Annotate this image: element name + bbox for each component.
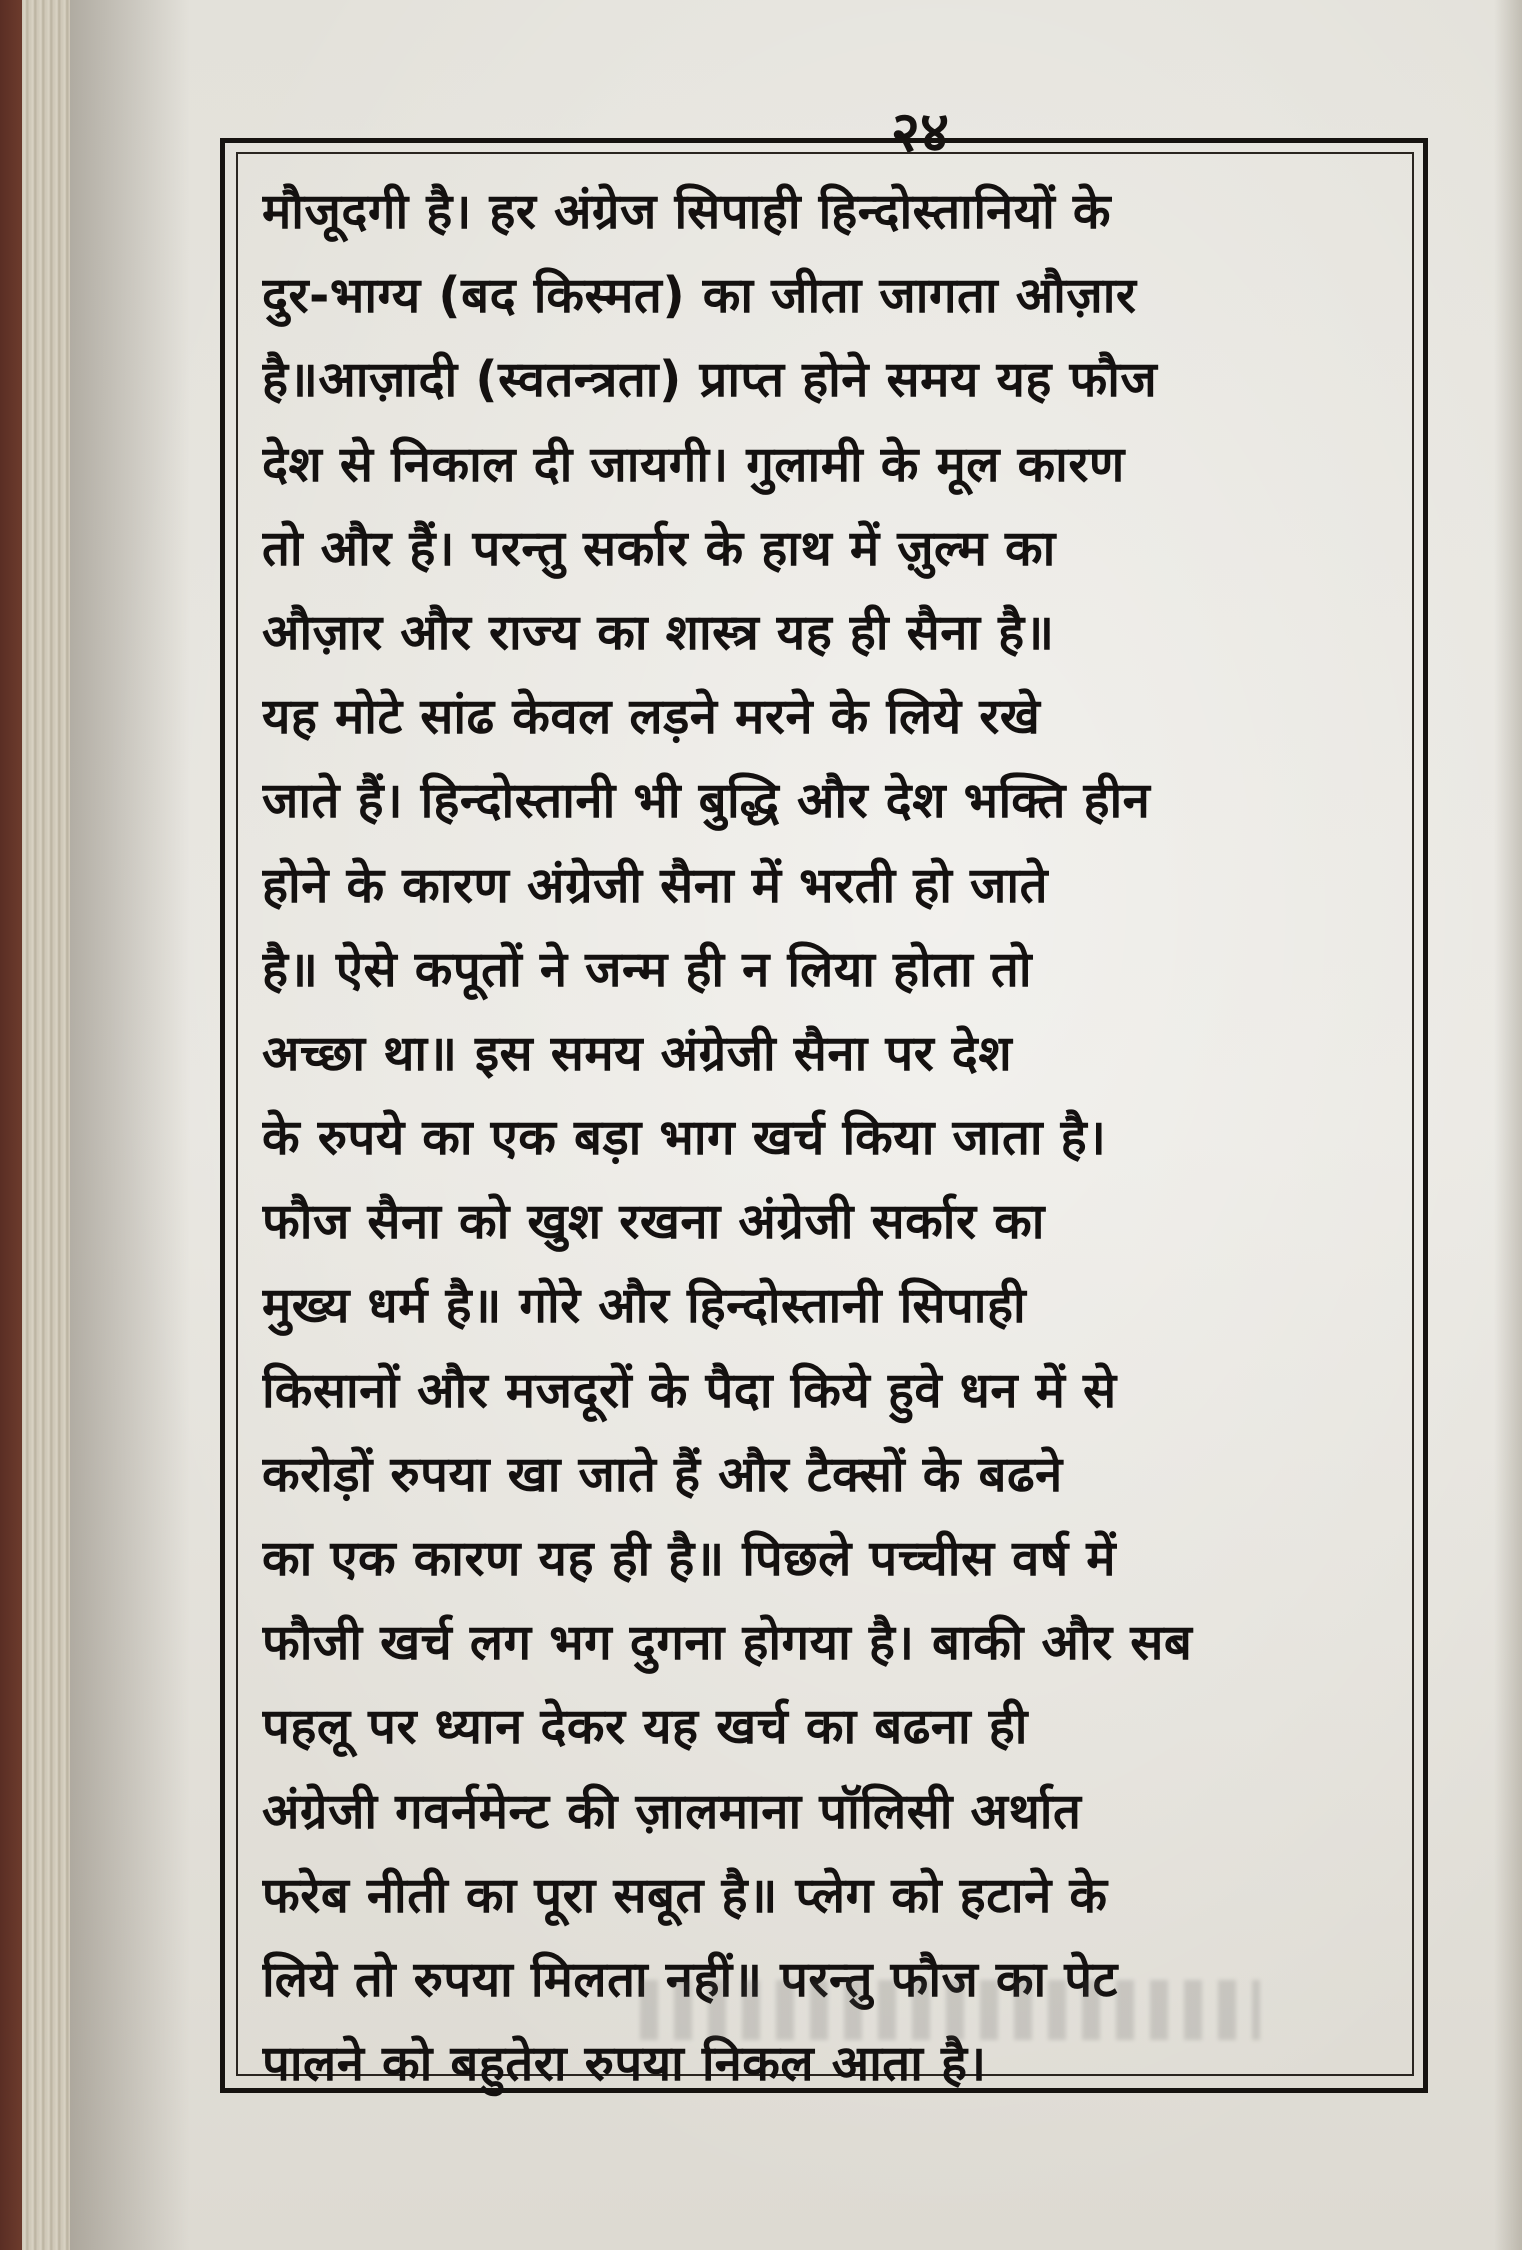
text-line: है॥ ऐसे कपूतों ने जन्म ही न लिया होता तो xyxy=(262,940,1033,998)
page-number: २४ xyxy=(890,99,950,165)
text-line: मौजूदगी है। हर अंग्रेज सिपाही हिन्दोस्तानियों के xyxy=(262,183,1112,240)
text-line: जाते हैं। हिन्दोस्तानी भी बुद्धि और देश भक्ति हीन xyxy=(262,772,1151,830)
text-line: किसानों और मजदूरों के पैदा किये हुवे धन में से xyxy=(262,1361,1117,1419)
text-line: अंग्रेजी गवर्नमेन्ट की ज़ालमाना पॉलिसी अर्थात xyxy=(262,1782,1082,1840)
text-line: दुर-भाग्य (बद किस्मत) का जीता जागता औज़ार xyxy=(262,267,1137,325)
text-line: यह मोटे सांढ केवल लड़ने मरने के लिये रखे xyxy=(262,688,1041,746)
text-line: फरेब नीती का पूरा सबूत है॥ प्लेग को हटाने के xyxy=(262,1866,1108,1924)
text-line: लिये तो रुपया मिलता नहीं॥ परन्तु फौज का पेट xyxy=(262,1950,1118,2008)
faint-bleed-through-marks xyxy=(640,1980,1260,2040)
text-line: का एक कारण यह ही है॥ पिछले पच्चीस वर्ष में xyxy=(262,1530,1117,1587)
text-line: होने के कारण अंग्रेजी सैना में भरती हो जाते xyxy=(262,856,1049,914)
text-line: मुख्य धर्म है॥ गोरे और हिन्दोस्तानी सिपाही xyxy=(262,1277,1027,1335)
text-line: तो और हैं। परन्तु सर्कार के हाथ में ज़ुल्म का xyxy=(262,519,1056,577)
handwritten-text-block xyxy=(262,170,1402,2106)
gutter-shadow xyxy=(70,0,190,2250)
text-line: पहलू पर ध्यान देकर यह खर्च का बढना ही xyxy=(262,1698,1028,1756)
text-line: औज़ार और राज्य का शास्त्र यह ही सैना है॥ xyxy=(262,603,1055,661)
text-line: देश से निकाल दी जायगी। गुलामी के मूल कारण xyxy=(262,435,1125,493)
text-line: है॥आज़ादी (स्वतन्त्रता) प्राप्त होने समय यह फौज xyxy=(262,351,1158,409)
text-line: फौज सैना को खुश रखना अंग्रेजी सर्कार का xyxy=(262,1193,1045,1251)
text-line: के रुपये का एक बड़ा भाग खर्च किया जाता है। xyxy=(262,1109,1107,1167)
text-line: पालने को बहुतेरा रुपया निकल आता है। xyxy=(262,2035,987,2093)
text-line: करोड़ों रुपया खा जाते हैं और टैक्सों के बढने xyxy=(262,1445,1063,1503)
text-line: फौजी खर्च लग भग दुगना होगया है। बाकी और सब xyxy=(262,1614,1193,1672)
page-right-edge xyxy=(1494,0,1522,2250)
text-line: अच्छा था॥ इस समय अंग्रेजी सैना पर देश xyxy=(262,1024,1013,1082)
